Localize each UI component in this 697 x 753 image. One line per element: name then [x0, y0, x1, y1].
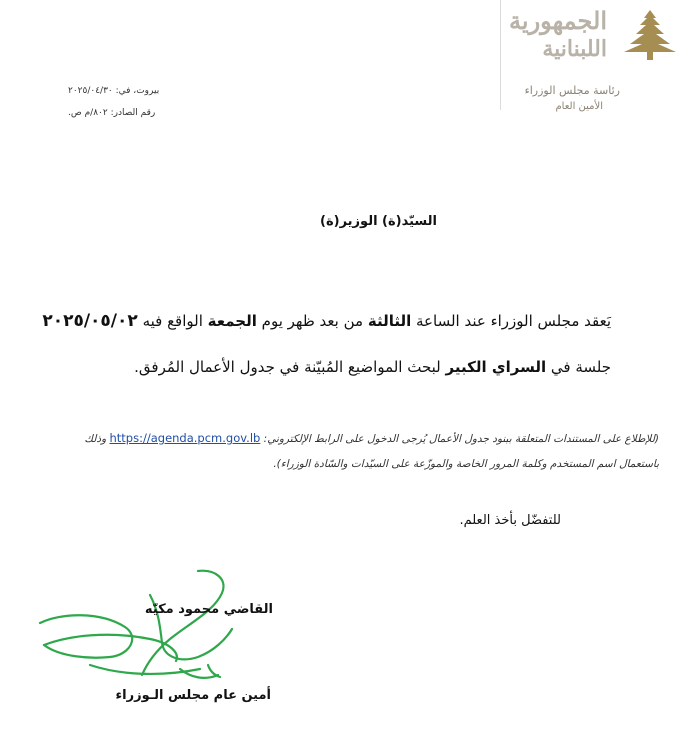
note-line-2: باستعمال اسم المستخدم وكلمة المرور الخاصة والموزّعة على السيّدات والسّادة الوزراء).	[273, 458, 659, 470]
p1-suffix: الواقع فيه	[142, 312, 203, 330]
signatory-title: أمين عام مجلس الـوزراء	[115, 688, 271, 703]
body-paragraph-2	[134, 358, 611, 376]
republic-title-line2: اللبنانية	[542, 36, 607, 62]
closing-line: للتفضّل بأخذ العلم.	[459, 513, 561, 528]
note-text-before-link: (للإطلاع على المستندات المتعلقة ببنود جدول الأعمال يُرجى الدخول على الرابط الإلكتروني:	[263, 433, 659, 445]
republic-title-line1: الجمهورية	[509, 6, 607, 35]
presidency-label: رئاسة مجلس الوزراء	[524, 84, 620, 97]
note-line-1	[84, 431, 659, 445]
note-text-after-link: وذلك	[84, 433, 107, 445]
cedar-emblem-icon	[620, 8, 680, 68]
p2-place: السراي الكبير	[445, 358, 547, 376]
salutation: السيّد(ة) الوزير(ة)	[320, 214, 437, 229]
reference-number: رقم الصادر: ٨٠٢/م ص.	[68, 108, 156, 118]
secretary-general-label: الأمين العام	[555, 101, 603, 112]
p2-suffix: لبحث المواضيع المُبيّنة في جدول الأعمال المُرفق.	[134, 358, 441, 376]
p1-mid: من بعد ظهر يوم	[261, 312, 364, 330]
agenda-link[interactable]: https://agenda.pcm.gov.lb	[109, 431, 261, 445]
p2-prefix: جلسة في	[550, 358, 611, 376]
p1-day: الجمعة	[207, 312, 257, 330]
header-divider	[500, 0, 501, 110]
p1-date: ٢٠٢٥/٠٥/٠٢	[42, 311, 138, 331]
p1-hour: الثالثة	[367, 312, 412, 330]
handwritten-signature	[30, 565, 260, 690]
date-line: بيروت، في: ٢٠٢٥/٠٤/٣٠	[68, 86, 160, 96]
signatory-name: القاضي محمود مكيّه	[144, 602, 273, 617]
body-paragraph-1	[42, 311, 611, 331]
p1-prefix: يَعقد مجلس الوزراء عند الساعة	[416, 312, 611, 330]
